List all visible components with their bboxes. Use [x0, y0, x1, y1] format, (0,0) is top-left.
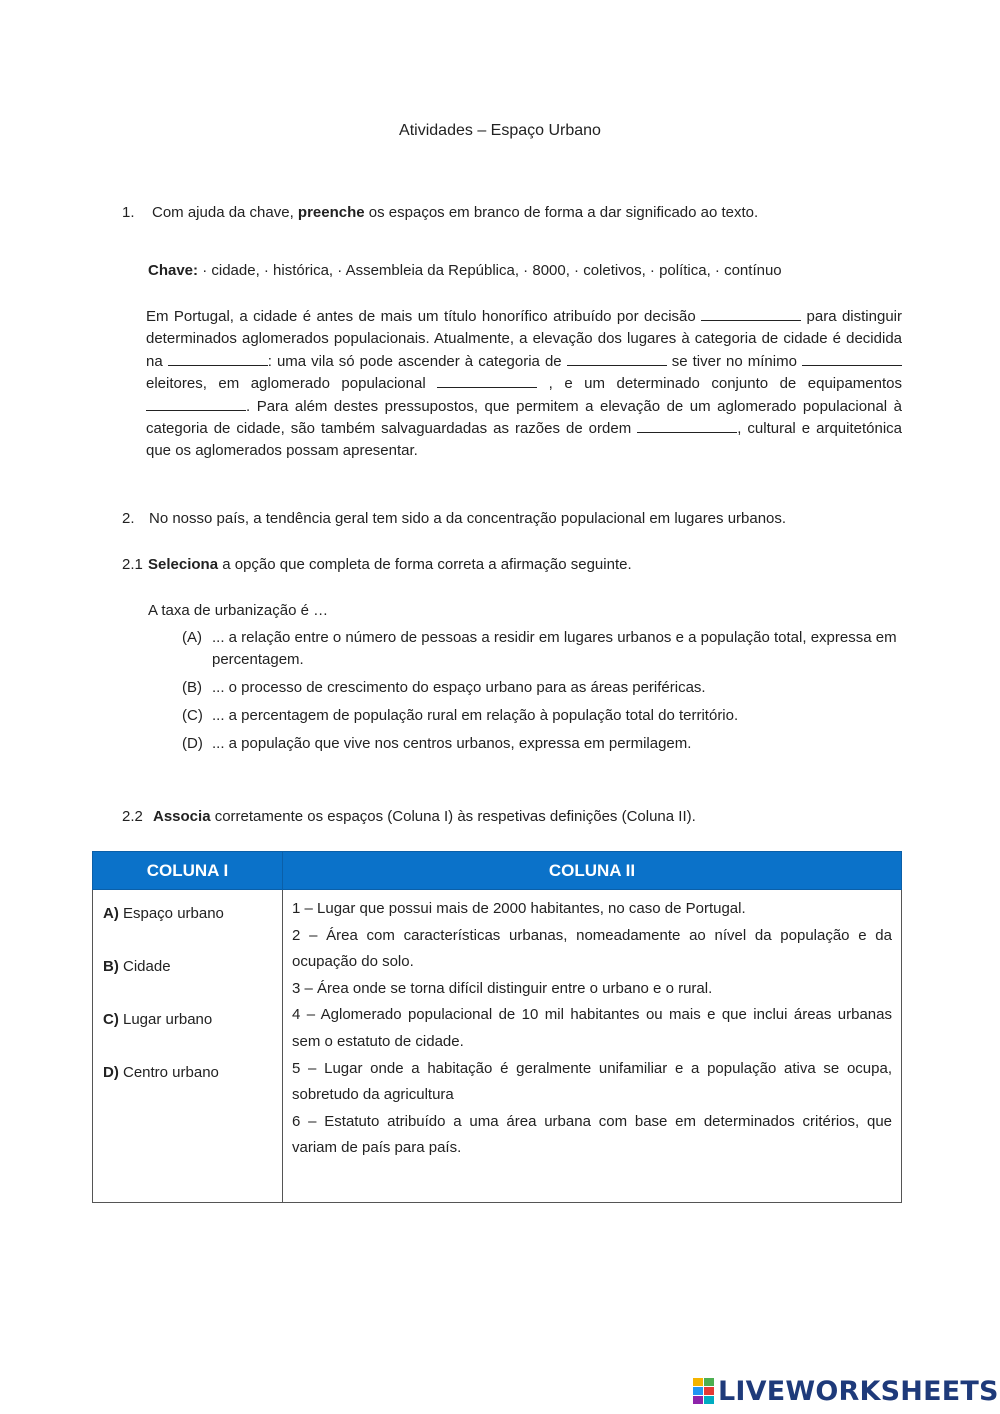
association-table	[92, 851, 902, 1203]
column-1-item[interactable]	[103, 902, 272, 955]
logo-block	[704, 1387, 714, 1395]
item-letter: C)	[103, 1011, 119, 1028]
question-number: 2.	[122, 510, 135, 527]
question-number: 1.	[122, 204, 135, 221]
question-keyword: Associa	[153, 808, 211, 825]
page-title: Atividades – Espaço Urbano	[399, 122, 601, 139]
question-2	[122, 510, 902, 527]
item-letter: B)	[103, 958, 119, 975]
table-header-row	[93, 852, 902, 890]
text-segment: eleitores, em aglomerado populacional	[146, 375, 438, 393]
text-segment: se tiver no mínimo	[666, 352, 802, 370]
logo-block	[693, 1378, 703, 1386]
option-b[interactable]	[182, 677, 902, 699]
question-2-1	[122, 556, 902, 573]
blank-field[interactable]	[567, 352, 667, 366]
blank-field[interactable]	[802, 352, 902, 366]
column-1-cell	[93, 890, 283, 1203]
question-2-2	[122, 808, 902, 825]
text-segment: Em Portugal, a cidade é antes de mais um título honorífico atribuído por decisão	[146, 308, 702, 325]
item-letter: A)	[103, 905, 119, 922]
option-letter: (B)	[182, 679, 202, 696]
option-letter: (C)	[182, 707, 203, 724]
question-number: 2.1	[122, 556, 143, 573]
logo-text: LIVEWORKSHEETS	[718, 1375, 999, 1407]
liveworksheets-logo	[693, 1374, 999, 1408]
question-text-prefix: Com ajuda da chave,	[152, 204, 298, 221]
blank-field[interactable]	[437, 374, 537, 388]
column-1-item[interactable]	[103, 955, 272, 1008]
key-terms	[148, 262, 908, 279]
option-text: ... a população que vive nos centros urbanos, expressa em permilagem.	[212, 735, 692, 752]
column-2-cell	[283, 890, 902, 1203]
question-text: corretamente os espaços (Coluna I) às respetivas definições (Coluna II).	[210, 808, 696, 825]
option-text: ... o processo de crescimento do espaço urbano para as áreas periféricas.	[212, 679, 706, 696]
option-a[interactable]	[182, 627, 902, 671]
key-terms-list: · cidade, · histórica, · Assembleia da República, · 8000, · coletivos, · política, · contínuo	[198, 262, 782, 279]
question-number: 2.2	[122, 808, 143, 825]
option-letter: (D)	[182, 735, 203, 752]
header-column-1: COLUNA I	[93, 852, 283, 890]
blank-field[interactable]	[168, 352, 268, 366]
fill-in-paragraph	[146, 306, 902, 463]
blank-field[interactable]	[701, 307, 801, 321]
question-stem: A taxa de urbanização é …	[148, 602, 329, 619]
question-text: No nosso país, a tendência geral tem sido a da concentração populacional em lugares urbanos.	[149, 510, 787, 527]
logo-block	[704, 1378, 714, 1386]
option-text: ... a relação entre o número de pessoas a residir em lugares urbanos e a população total, expressa em percentagem.	[212, 629, 897, 668]
definition-item: 5 – Lugar onde a habitação é geralmente unifamiliar e a população ativa se ocupa, sobretudo da agricultura	[292, 1059, 892, 1104]
column-1-item[interactable]	[103, 1008, 272, 1061]
logo-block	[704, 1396, 714, 1404]
text-segment: , e um determinado conjunto de equipamentos	[537, 375, 902, 393]
item-label: Lugar urbano	[118, 1011, 213, 1028]
question-keyword: preenche	[297, 204, 365, 221]
column-1-item[interactable]	[103, 1061, 272, 1114]
table-row	[93, 890, 902, 1203]
question-1	[122, 204, 902, 221]
blank-field[interactable]	[637, 419, 737, 433]
definition-item: 6 – Estatuto atribuído a uma área urbana com base em determinados critérios, que variam de país para país.	[292, 1112, 892, 1157]
definition-item: 2 – Área com características urbanas, nomeadamente ao nível da população e da ocupação do solo.	[292, 926, 892, 971]
item-label: Espaço urbano	[118, 905, 224, 922]
logo-icon	[693, 1378, 714, 1404]
question-keyword: Seleciona	[148, 556, 219, 573]
item-letter: D)	[103, 1064, 119, 1081]
option-text: ... a percentagem de população rural em relação à população total do território.	[212, 707, 739, 724]
item-label: Centro urbano	[118, 1064, 219, 1081]
header-column-2: COLUNA II	[283, 852, 902, 890]
definition-item: 4 – Aglomerado populacional de 10 mil habitantes ou mais e que inclui áreas urbanas sem o estatuto de cidade.	[292, 1006, 892, 1050]
question-text: a opção que completa de forma correta a afirmação seguinte.	[218, 556, 632, 573]
text-segment: , cultural e arquitetónica que os aglomerados possam apresentar.	[146, 420, 903, 460]
question-text-suffix: os espaços em branco de forma a dar significado ao texto.	[364, 204, 759, 221]
logo-block	[693, 1387, 703, 1395]
text-segment: . Para além destes pressupostos, que permitem a elevação de um aglomerado populacional à categoria de cidade, são também salvaguardadas as razões de ordem	[146, 397, 902, 438]
item-label: Cidade	[118, 958, 171, 975]
logo-block	[693, 1396, 703, 1404]
option-d[interactable]	[182, 733, 902, 755]
text-segment: : uma vila só pode ascender à categoria de	[267, 352, 567, 370]
option-letter: (A)	[182, 629, 202, 646]
blank-field[interactable]	[146, 397, 246, 411]
definition-item: 3 – Área onde se torna difícil distinguir entre o urbano e o rural.	[292, 979, 713, 997]
option-c[interactable]	[182, 705, 902, 727]
definition-item: 1 – Lugar que possui mais de 2000 habitantes, no caso de Portugal.	[292, 900, 746, 917]
options-list	[182, 627, 902, 761]
text-segment: para distinguir determinados aglomerados populacionais. Atualmente, a elevação dos lugares à categoria de cidade é decidida na	[146, 308, 902, 370]
key-label: Chave:	[148, 262, 199, 279]
